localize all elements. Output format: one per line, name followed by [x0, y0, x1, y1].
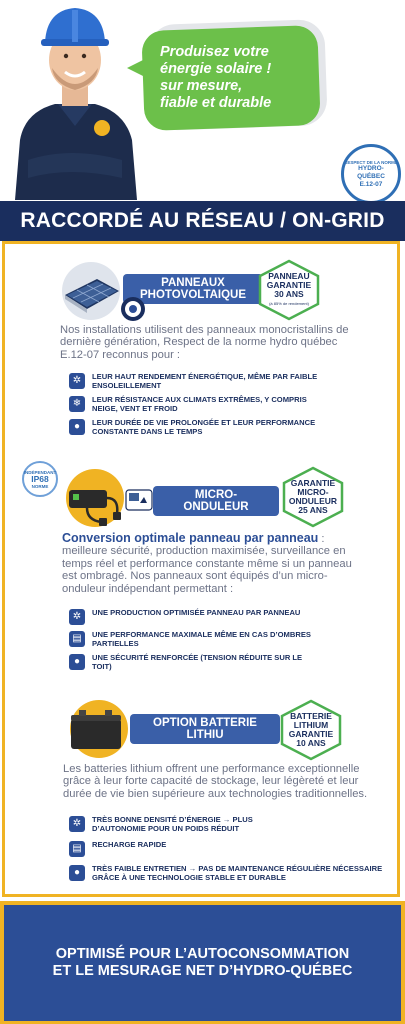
list-item [69, 418, 319, 436]
bullet-text: UNE PERFORMANCE MAXIMALE MÊME EN CAS D’OMBRES PARTIELLES [92, 630, 311, 648]
footer-banner [4, 905, 401, 1021]
speech-bubble-text [160, 44, 320, 112]
chat-icon: ● [69, 654, 85, 670]
document-icon: ▤ [69, 631, 85, 647]
gear-icon: ✲ [69, 816, 85, 832]
bubble-line: énergie solaire ! [160, 61, 272, 77]
seal-line: E.12-07 [359, 180, 383, 188]
gear-icon: ✲ [69, 609, 85, 625]
panels-pill-label: PANNEAUX PHOTOVOLTAIQUE [139, 277, 247, 301]
panels-paragraph: Nos installations utilisent des panneaux monocristallins de dernière génération, Respect de la norme hydro québec E.12-07 reconnus pour : [60, 324, 349, 361]
panels-warranty-badge [257, 259, 321, 321]
snowflake-icon: ❄ [69, 396, 85, 412]
solar-panel-icon [57, 261, 125, 321]
ip68-cert-badge [22, 461, 58, 497]
bullet-text: LEUR RÉSISTANCE AUX CLIMATS EXTRÊMES, Y COMPRIS NEIGE, VENT ET FROID [92, 395, 307, 413]
technician-illustration [10, 0, 140, 200]
bullet-text: UNE PRODUCTION OPTIMISÉE PANNEAU PAR PANNEAU [92, 608, 301, 617]
list-item [69, 864, 389, 882]
footer-frame [0, 901, 405, 1024]
badge-line: BATTERIE [290, 711, 332, 721]
battery-paragraph: Les batteries lithium offrent une performance exceptionnelle grâce à leur forte capacité de stockage, leur légèreté et leur durée de vie bien supérieure aux technologies traditionnelles. [63, 763, 368, 800]
gear-icon: ✲ [69, 373, 85, 389]
panels-section [5, 244, 397, 444]
seal-line: HYDRO- [358, 164, 384, 172]
battery-section [5, 679, 397, 894]
badge-line: 30 ANS [274, 289, 304, 299]
page-title: RACCORDÉ AU RÉSEAU / ON-GRID [20, 209, 385, 232]
document-icon: ▤ [69, 841, 85, 857]
battery-warranty-badge [279, 699, 343, 761]
battery-pill [130, 714, 280, 744]
bullet-text: LEUR HAUT RENDEMENT ÉNERGÉTIQUE, MÊME PAR FAIBLE ENSOLEILLEMENT [92, 372, 318, 390]
bullet-text: TRÈS BONNE DENSITÉ D’ÉNERGIE → PLUS D’AUTONOMIE POUR UN POIDS RÉDUIT [92, 815, 253, 833]
panels-bullets [69, 372, 319, 441]
list-item [69, 395, 319, 413]
micro-lead: Conversion optimale panneau par panneau [62, 531, 319, 545]
hero [0, 0, 405, 205]
list-item [69, 630, 314, 648]
badge-line: LITHIUM [293, 720, 329, 730]
badge-line: PANNEAU [268, 271, 310, 281]
badge-line: MICRO- [297, 487, 329, 497]
cert-line: IP68 [31, 473, 49, 484]
bullet-text: RECHARGE RAPIDE [92, 840, 167, 849]
badge-line: ONDULEUR [288, 496, 338, 506]
micro-pill-label: MICRO-ONDULEUR [183, 489, 249, 513]
bubble-line: fiable et durable [160, 95, 272, 111]
list-item [69, 815, 389, 833]
list-item [69, 372, 319, 390]
chat-icon: ● [69, 419, 85, 435]
micro-inverter-icon [61, 468, 129, 528]
hydro-quebec-mini-seal [120, 296, 146, 322]
badge-line: GARANTIE [290, 478, 336, 488]
micro-paragraph [62, 532, 352, 595]
bubble-line: Produisez votre [160, 44, 269, 60]
badge-line: GARANTIE [266, 280, 312, 290]
battery-pill-label: OPTION BATTERIE LITHIU [153, 717, 257, 741]
list-item [69, 608, 314, 625]
micro-inverter-section [5, 454, 397, 679]
micro-warranty-badge [281, 466, 345, 528]
hydro-quebec-norm-seal [341, 144, 401, 204]
badge-footnote: (à 85% de rendement) [269, 301, 309, 306]
seal-line: RESPECT DE LA NORME [344, 159, 398, 165]
features-box [2, 241, 400, 897]
cert-line: INDÉPENDANT [23, 469, 57, 475]
battery-bullets [69, 815, 389, 887]
battery-icon [65, 699, 133, 759]
bullet-text: LEUR DURÉE DE VIE PROLONGÉE ET LEUR PERFORMANCE CONSTANTE DANS LE TEMPS [92, 418, 316, 436]
bullet-text: UNE SÉCURITÉ RENFORCÉE (TENSION RÉDUITE SUR LE TOIT) [92, 653, 303, 671]
badge-line: 25 ANS [298, 505, 328, 515]
seal-line: QUÉBEC [357, 172, 385, 180]
badge-line: 10 ANS [296, 738, 326, 748]
bubble-line: sur mesure, [160, 78, 243, 94]
bullet-text: TRÈS FAIBLE ENTRETIEN → PAS DE MAINTENANCE RÉGULIÈRE NÉCESSAIRE GRÂCE À UNE TECHNOLOGIE STABLE ET DURABLE [92, 864, 383, 882]
list-item [69, 840, 389, 857]
micro-inverter-pill [153, 486, 279, 516]
chat-icon: ● [69, 865, 85, 881]
badge-line: GARANTIE [288, 729, 334, 739]
cert-line: NORME [31, 483, 49, 489]
list-item [69, 653, 314, 671]
panel-inverter-mini-icon [125, 489, 153, 511]
footer-text: OPTIMISÉ POUR L’AUTOCONSOMMATION ET LE MESURAGE NET D’HYDRO-QUÉBEC [52, 946, 353, 979]
micro-bullets [69, 608, 314, 676]
micro-body: : meilleure sécurité, production maximisée, surveillance en temps réel et performance constante même si un panneau est ombragé. Nos panneaux sont équipés d’un micro-onduleur indépendant permettant : [62, 533, 352, 595]
title-banner [0, 201, 405, 241]
